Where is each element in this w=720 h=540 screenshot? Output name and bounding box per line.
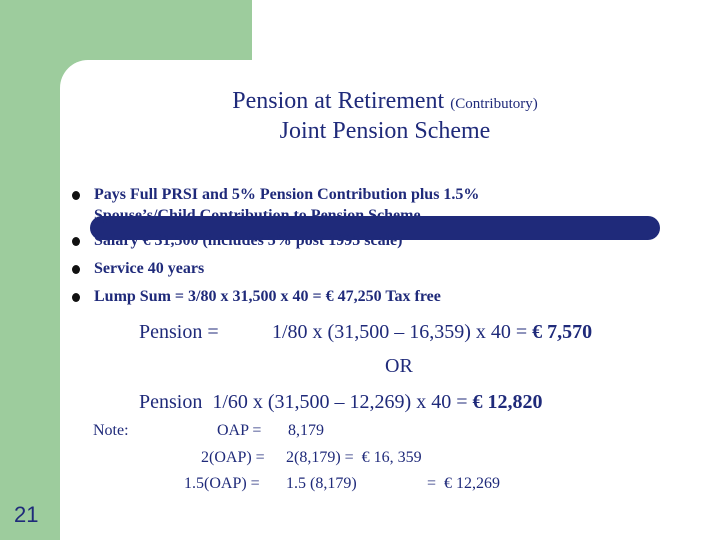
pension-60ths-formula bbox=[139, 391, 543, 414]
slide-title bbox=[120, 86, 650, 119]
slide-subtitle: Joint Pension Scheme bbox=[279, 118, 491, 144]
page-number: 21 bbox=[14, 502, 39, 527]
bullet-text: Pays Full PRSI and 5% Pension Contribution plus 1.5% bbox=[94, 186, 480, 203]
formula-text: 1/80 x (31,500 – 16,359) x 40 = bbox=[272, 321, 533, 343]
note-row1-right: 8,179 bbox=[288, 422, 324, 439]
bullet-item bbox=[72, 184, 632, 226]
bullet-dot-icon bbox=[72, 265, 80, 274]
bullet-text: Salary € 31,500 (includes 5% post 1995 scale) bbox=[94, 232, 403, 249]
bullet-dot-icon bbox=[72, 237, 80, 246]
note-row3-right: = € 12,269 bbox=[427, 475, 501, 492]
note-label: Note: bbox=[93, 422, 129, 439]
title-main: Pension at Retirement bbox=[232, 88, 445, 114]
bullet-text: Spouse’s/Child Contribution to Pension Scheme bbox=[94, 207, 421, 224]
bullet-item bbox=[72, 226, 632, 255]
bullet-dot-icon bbox=[72, 191, 80, 200]
bullet-list bbox=[72, 180, 632, 311]
formula-result: € 12,820 bbox=[472, 391, 543, 413]
pension-80ths-label: Pension = bbox=[139, 321, 219, 343]
green-accent-left bbox=[0, 0, 60, 540]
or-separator: OR bbox=[385, 355, 413, 377]
pension-80ths-formula bbox=[272, 321, 592, 344]
note-row2-right: 2(8,179) = € 16, 359 bbox=[286, 449, 422, 466]
bullet-text: Lump Sum = 3/80 x 31,500 x 40 = € 47,250 Tax free bbox=[94, 288, 441, 305]
bullet-text: Service 40 years bbox=[94, 260, 205, 277]
bullet-item bbox=[72, 254, 632, 283]
note-row1-left: OAP = bbox=[217, 422, 262, 439]
formula-result: € 7,570 bbox=[532, 321, 593, 343]
formula-text: Pension 1/60 x (31,500 – 12,269) x 40 = bbox=[139, 391, 473, 413]
bullet-item bbox=[72, 282, 632, 311]
note-row2-left: 2(OAP) = bbox=[201, 449, 265, 466]
title-paren: (Contributory) bbox=[450, 96, 538, 112]
bullet-dot-icon bbox=[72, 293, 80, 302]
note-row3-left: 1.5(OAP) = bbox=[184, 475, 260, 492]
note-row3-mid: 1.5 (8,179) bbox=[286, 475, 357, 492]
